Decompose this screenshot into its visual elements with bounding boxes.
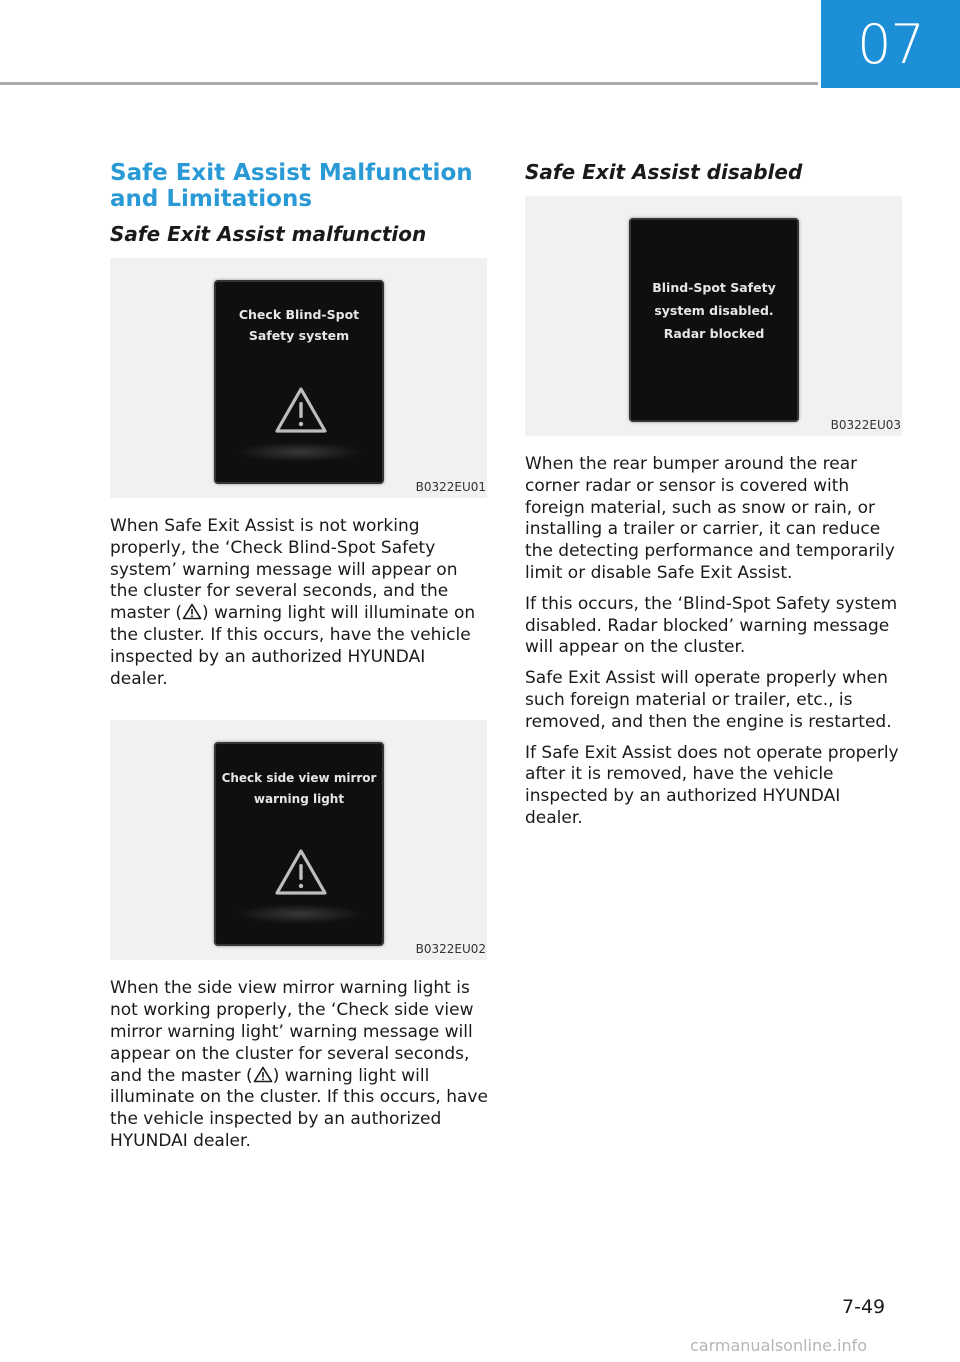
subsection-title-disabled: Safe Exit Assist disabled [525, 160, 803, 184]
paragraph-disabled-4: If Safe Exit Assist does not operate properly after it is removed, have the vehicle inspected by an authorized HYUNDAI dealer. [525, 742, 899, 828]
left-column [110, 160, 488, 1162]
chapter-tab: 07 [821, 0, 960, 88]
screen-line: Radar blocked [663, 326, 765, 341]
screen-glow [236, 904, 362, 924]
page-number: 7-49 [842, 1296, 886, 1318]
figure-check-side-mirror [110, 720, 488, 960]
screen-line: warning light [253, 792, 345, 807]
screen-line: Check Blind-Spot [238, 307, 360, 322]
paragraph-malfunction: When Safe Exit Assist is not working properly, the ‘Check Blind-Spot Safety system’ warning message will appear on the cluster for several seconds, and the master ( ) warning light will illuminate on the cluster. If this occurs, have the vehicle inspected by an authorized HYUNDAI dealer. [110, 516, 476, 689]
figure-code: B0322EU02 [415, 942, 486, 957]
figure-background [525, 196, 902, 436]
master-warning-icon [253, 1066, 273, 1083]
warning-triangle-icon [274, 386, 328, 434]
right-column [525, 160, 903, 839]
screen-message [631, 276, 797, 345]
figure-code: B0322EU01 [415, 480, 486, 494]
paragraph-disabled-3: Safe Exit Assist will operate properly when such foreign material or trailer, etc., is removed, and then the engine is restarted. [525, 668, 892, 732]
screen-message [216, 304, 382, 346]
header-rule [0, 82, 818, 85]
paragraph-disabled-2: If this occurs, the ‘Blind-Spot Safety system disabled. Radar blocked’ warning message will appear on the cluster. [525, 593, 898, 658]
paragraph-side-mirror: When the side view mirror warning light is not working properly, the ‘Check side view mirror warning light’ warning message will appear on the cluster for several seconds, and the master ( ) warning light will illuminate on the cluster. If this occurs, have the vehicle inspected by an authorized HYUNDAI dealer. [110, 978, 488, 1151]
screen-line: Check side view mirror [221, 771, 377, 786]
paragraph-disabled-1: When the rear bumper around the rear corner radar or sensor is covered with foreign material, such as snow or rain, or installing a trailer or carrier, it can reduce the detecting performance and temporarily limit or disable Safe Exit Assist. [525, 454, 895, 583]
figure-background [110, 720, 487, 960]
figure-check-blind-spot [110, 258, 488, 498]
figure-code: B0322EU03 [830, 418, 901, 432]
cluster-screen [214, 742, 384, 946]
screen-line: Blind-Spot Safety [652, 280, 776, 295]
cluster-screen [629, 218, 799, 422]
screen-glow [236, 442, 362, 462]
figure-background [110, 258, 487, 498]
screen-line: system disabled. [654, 303, 774, 318]
screen-line: Safety system [248, 328, 350, 343]
warning-triangle-icon [274, 848, 328, 896]
cluster-screen [214, 280, 384, 484]
section-title: Safe Exit Assist Malfunction and Limitations [110, 160, 473, 212]
master-warning-icon [182, 603, 202, 620]
watermark: carmanualsonline.info [690, 1336, 868, 1355]
figure-radar-blocked [525, 196, 903, 436]
subsection-title-malfunction: Safe Exit Assist malfunction [110, 222, 427, 246]
screen-message [216, 768, 382, 810]
